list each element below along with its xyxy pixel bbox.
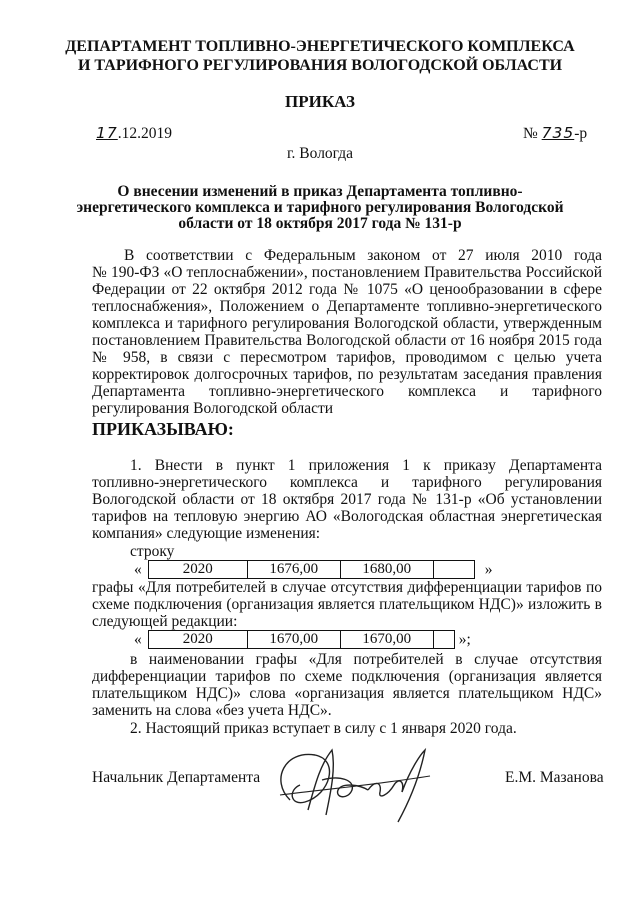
old-row-table [148,560,475,579]
table-cell: 1676,00 [247,561,340,579]
table-cell: 1670,00 [247,631,340,649]
org-name-line-1: ДЕПАРТАМЕНТ ТОПЛИВНО-ЭНЕРГЕТИЧЕСКОГО КОМПЛЕКСА [65,38,575,55]
table-cell: 2020 [148,631,247,649]
city: г. Вологда [286,145,354,162]
preamble-line: корректировок долгосрочных тарифов, по результатам заседания правления [92,366,602,383]
old-row-open-quote: « [134,560,142,578]
preamble-line: № 190-ФЗ «О теплоснабжении», постановлением Правительства Российской [92,264,602,281]
number-handwritten: 735 [541,124,575,142]
order-number [523,124,587,143]
title-line-2: энергетического комплекса и тарифного регулирования Вологодской [76,199,564,216]
rename-text-line: заменить на слова «без учета НДС». [92,702,332,719]
preamble-line: Департамента топливно-энергетического комплекса и тарифного [92,383,602,400]
table-cell: 1680,00 [340,561,433,579]
new-row [134,630,471,649]
preamble-line: регулирования Вологодской области [92,400,334,417]
table-cell [433,631,454,649]
title-line-1: О внесении изменений в приказ Департамента топливно- [117,183,523,200]
table-cell: 2020 [148,561,247,579]
order-date [96,124,172,143]
doc-type: ПРИКАЗ [285,92,355,111]
item1-line: топливно-энергетического комплекса и тарифного регулирования [92,474,602,491]
date-rest: .12.2019 [117,125,172,142]
old-row-close-quote: » [484,560,493,578]
new-row-close-quote: »; [458,630,471,648]
preamble-line: Федерации от 22 октября 2012 года № 1075 «О ценообразовании в сфере [92,281,602,298]
item1-line: тарифов на тепловую энергию АО «Вологодская областная энергетическая [92,508,602,525]
item1-line: компания» следующие изменения: [92,525,321,542]
mid-text-line: следующей редакции: [92,613,238,630]
preamble-line: В соответствии с Федеральным законом от 27 июля 2010 года [124,247,602,264]
table-cell [433,561,474,579]
number-prefix: № [523,125,538,142]
date-day-handwritten: 17 [96,124,118,142]
preamble-line: теплоснабжения», Положением о Департаменте топливно-энергетического [92,298,602,315]
new-row-open-quote: « [134,630,142,648]
new-row-table [148,630,455,649]
mid-text-line: графы «Для потребителей в случае отсутствия дифференциации тарифов по [92,579,602,596]
item1-line: 1. Внести в пункт 1 приложения 1 к приказу Департамента [130,457,602,474]
preamble-line: комплекса и тарифного регулирования Вологодской области, утвержденным [92,315,602,332]
handwritten-signature [260,740,440,830]
item2: 2. Настоящий приказ вступает в силу с 1 января 2020 года. [130,720,517,737]
preamble-line: № 958, в связи с пересмотром тарифов, проводимом с целью учета [92,349,602,366]
org-name-line-2: И ТАРИФНОГО РЕГУЛИРОВАНИЯ ВОЛОГОДСКОЙ ОБЛАСТИ [77,57,563,74]
mid-text-line: схеме подключения (организация является плательщиком НДС)» изложить в [92,596,602,613]
table-cell: 1670,00 [340,631,433,649]
title-line-3: области от 18 октября 2017 года № 131-р [178,215,462,232]
rename-text-line: в наименовании графы «Для потребителей в случае отсутствия [130,651,602,668]
rename-text-line: дифференциации тарифов по схеме подключения (организация является [92,668,602,685]
signer-name: Е.М. Мазанова [505,769,604,786]
order-word: ПРИКАЗЫВАЮ: [92,419,234,439]
signer-position: Начальник Департамента [92,769,261,786]
old-row [134,560,493,579]
row-word: строку [130,543,175,560]
item1-line: Вологодской области от 18 октября 2017 года № 131-р «Об установлении [92,491,602,508]
rename-text-line: плательщиком НДС)» слова «организация является плательщиком НДС» [92,685,602,702]
number-suffix: -р [574,125,588,142]
preamble-line: постановлением Правительства Вологодской области от 16 ноября 2015 года [92,332,602,349]
